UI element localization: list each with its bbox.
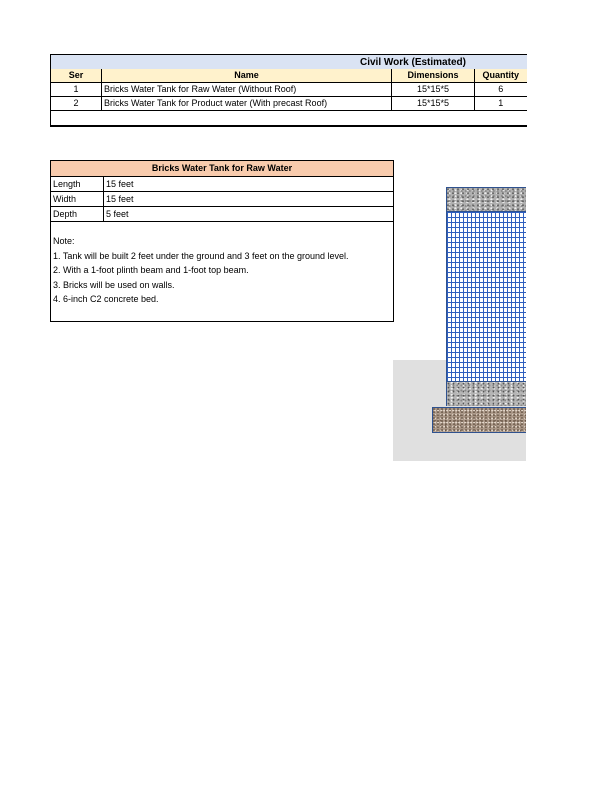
spec-value: 15 feet [106,194,134,204]
column-header-ser: Ser [51,69,102,83]
spec-value: 15 feet [106,179,134,189]
top-beam [446,187,526,212]
spec-label: Depth [51,207,104,221]
cell-name: Bricks Water Tank for Raw Water (Without Roof) [102,83,392,97]
table-row [51,83,527,97]
cell-name: Bricks Water Tank for Product water (With precast Roof) [102,97,392,111]
spec-row-length [51,177,393,192]
tank-spec-title: Bricks Water Tank for Raw Water [51,160,393,177]
cell-dimensions: 15*15*5 [392,83,475,97]
civil-work-table [50,54,526,127]
spec-label: Length [51,177,104,191]
column-header-name: Name [102,69,392,83]
spec-label: Width [51,192,104,206]
cell-ser: 1 [51,83,102,97]
spec-row-depth [51,207,393,222]
column-header-quantity: Quantity [475,69,527,83]
note-item: 3. Bricks will be used on walls. [53,279,175,290]
civil-work-title: Civil Work (Estimated) [360,57,466,68]
tank-cross-section-drawing [393,187,526,461]
note-heading: Note: [53,236,75,246]
plinth-beam [446,381,526,406]
blank-row [51,111,527,127]
notes-section [51,222,393,321]
civil-work-header-row [51,69,527,83]
civil-work-title-row [51,55,527,70]
note-item: 1. Tank will be built 2 feet under the ground and 3 feet on the ground level. [53,250,349,261]
concrete-bed [432,407,526,433]
note-item: 4. 6-inch C2 concrete bed. [53,294,159,304]
spec-row-width [51,192,393,207]
cell-dimensions: 15*15*5 [392,97,475,111]
tank-spec-table [50,160,394,322]
brick-wall [446,212,526,381]
spec-value: 5 feet [106,209,129,219]
cell-quantity: 6 [475,83,527,97]
cell-ser: 2 [51,97,102,111]
table-row [51,97,527,111]
cell-quantity: 1 [475,97,527,111]
note-item: 2. With a 1-foot plinth beam and 1-foot top beam. [53,265,249,275]
column-header-dimensions: Dimensions [392,69,475,83]
